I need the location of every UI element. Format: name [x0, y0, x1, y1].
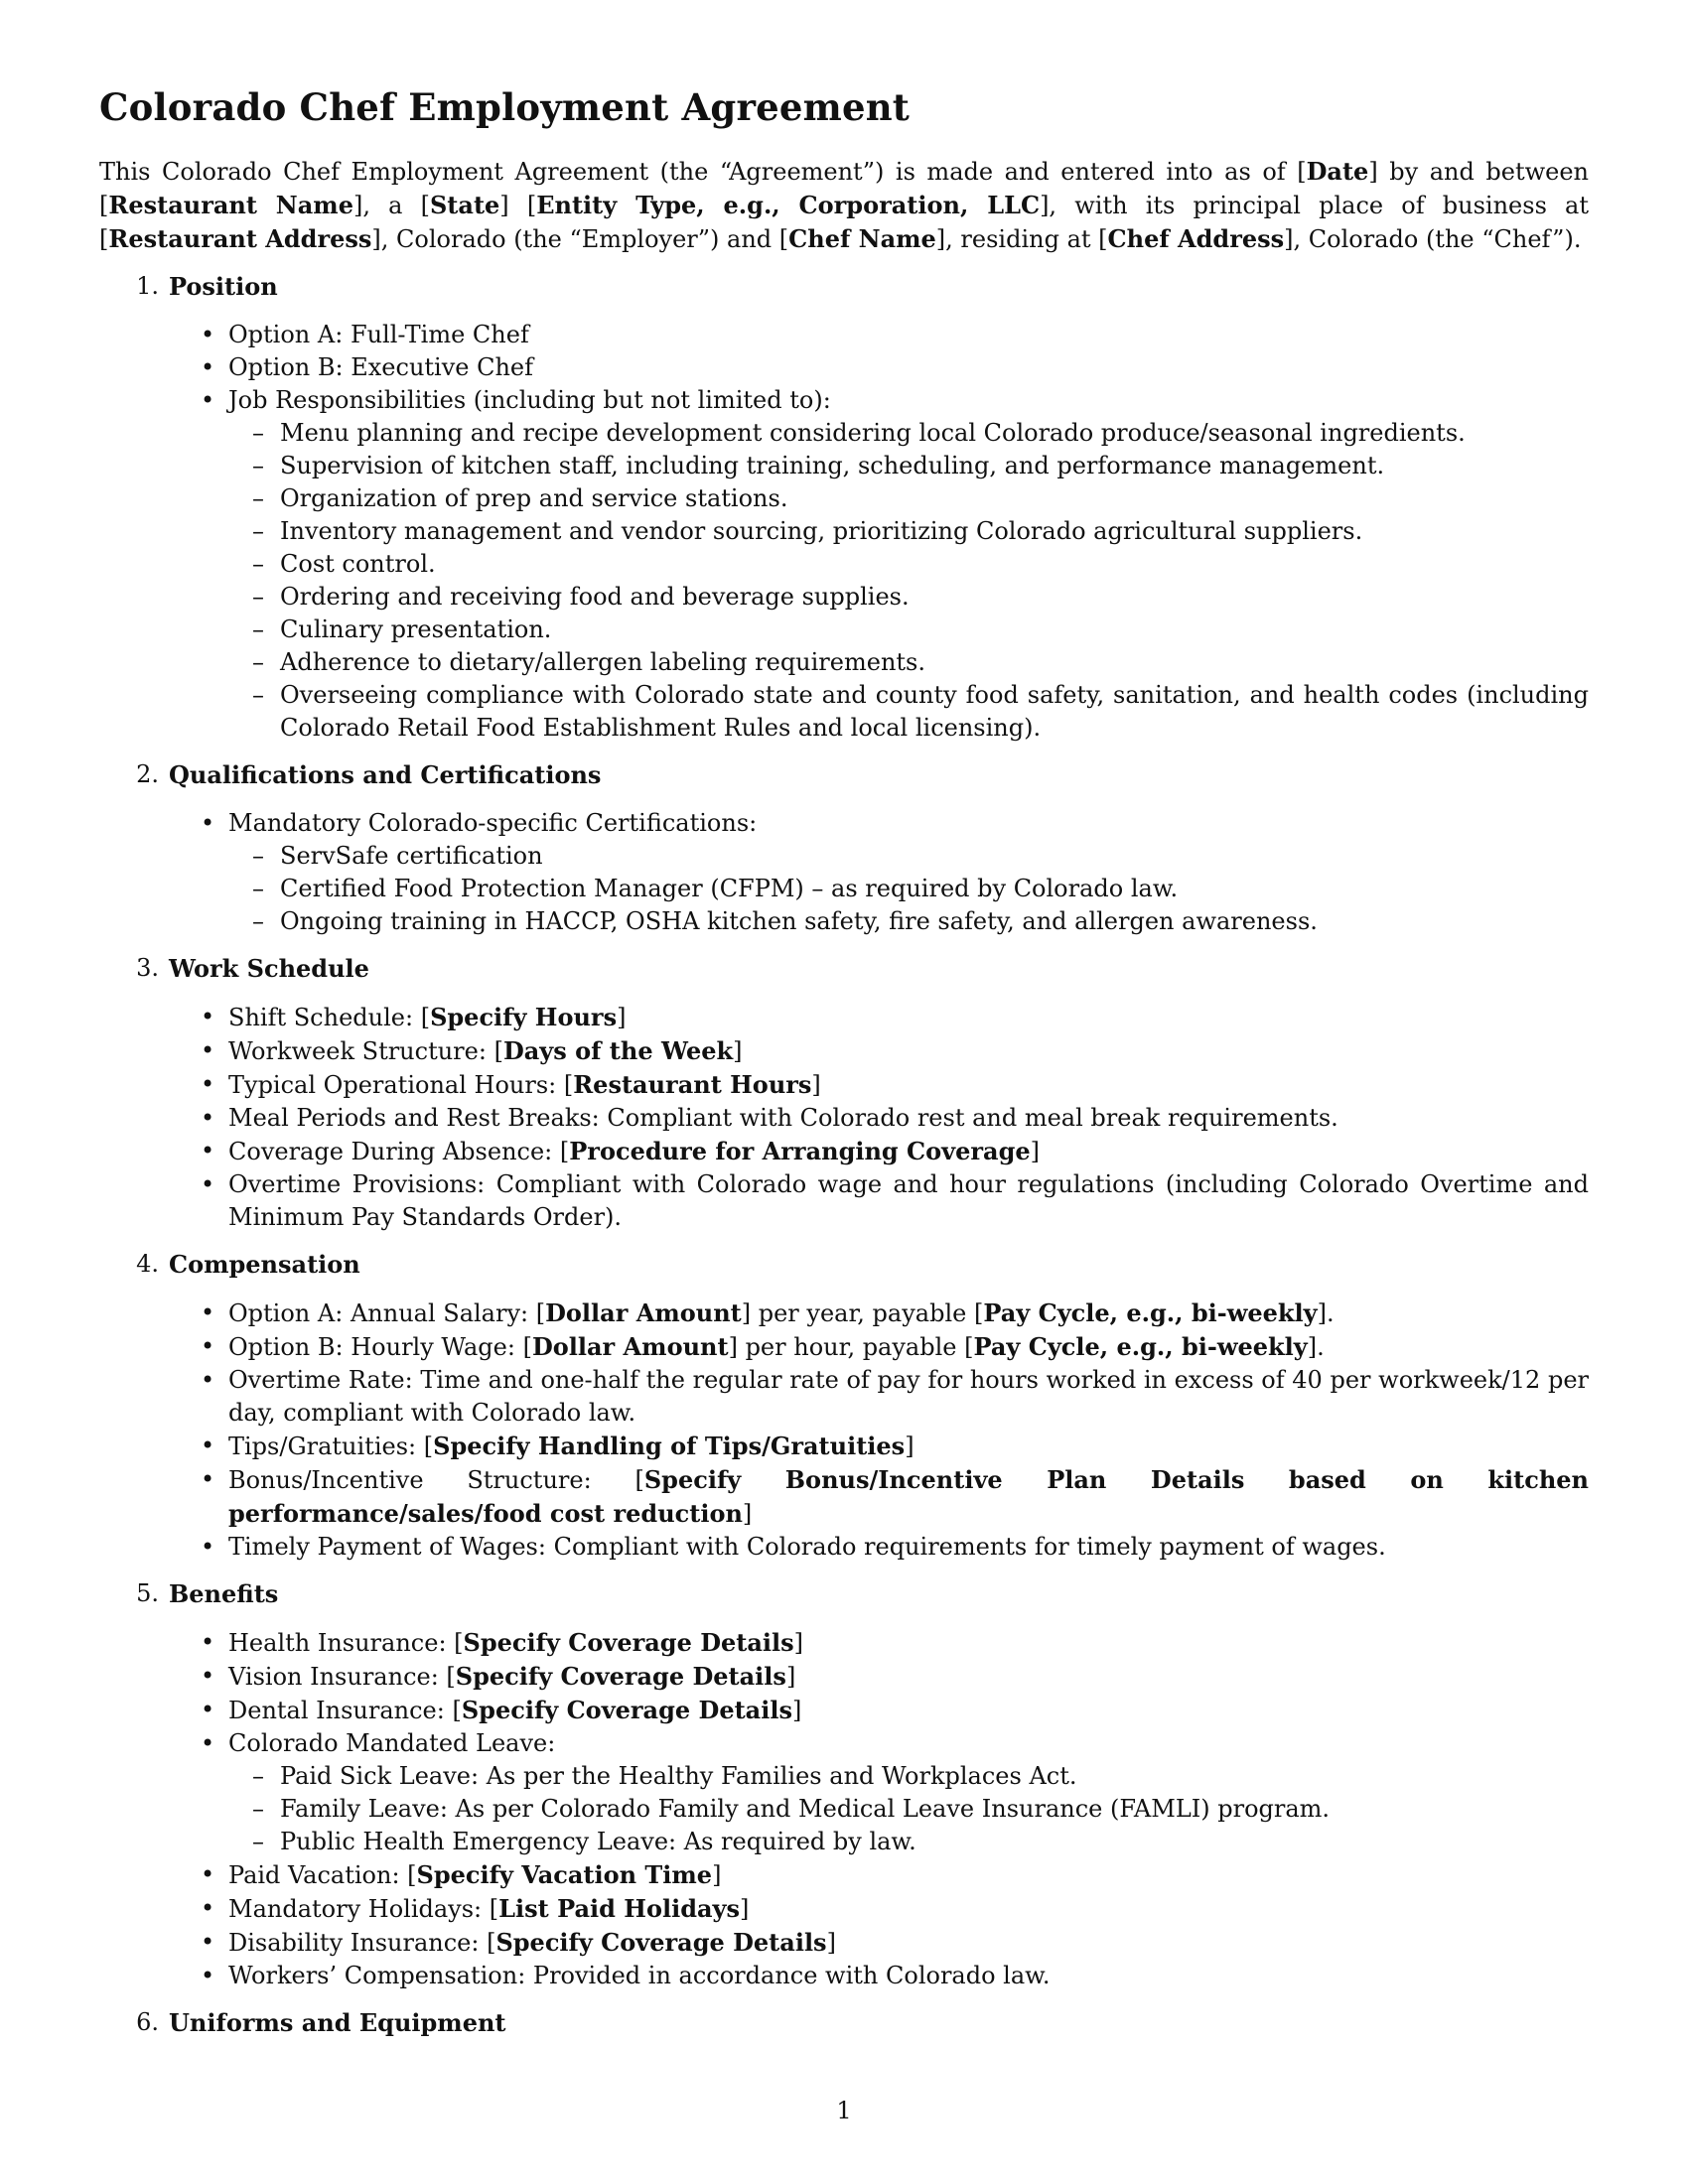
placeholder-field: List Paid Holidays: [498, 1894, 740, 1923]
bullet-icon: •: [201, 1137, 215, 1164]
intro-text: ] by and between [: [99, 158, 1589, 219]
bullet-icon: •: [201, 386, 215, 414]
section-heading: [99, 1248, 1589, 1281]
dash-icon: –: [252, 583, 264, 611]
document-page: [99, 85, 1589, 2055]
item-text: Shift Schedule: [: [228, 1004, 431, 1031]
dash-icon: –: [252, 615, 264, 643]
intro-text: ], with its principal place of business at [: [99, 192, 1590, 253]
section-number: 4.: [136, 1250, 159, 1278]
bullet-icon: •: [201, 1432, 215, 1459]
section-title: Compensation: [169, 1250, 360, 1279]
item-text: Bonus/Incentive Structure: [: [228, 1466, 644, 1494]
item-text: ServSafe certification: [280, 842, 543, 870]
section-heading: [99, 1577, 1589, 1610]
placeholder-field: Dollar Amount: [531, 1332, 729, 1361]
section-work-schedule: [99, 952, 1589, 1234]
sub-list-item: [252, 548, 1589, 581]
bullet-icon: •: [201, 1628, 215, 1656]
bullet-icon: •: [201, 809, 215, 837]
dash-icon: –: [252, 452, 264, 479]
item-text: Vision Insurance: [: [228, 1663, 456, 1691]
list-item: [201, 1626, 1589, 1660]
sub-list-item: [252, 450, 1589, 482]
sub-list-item: [252, 1760, 1589, 1793]
item-text: ]: [826, 1929, 836, 1957]
list-item: [201, 1727, 1589, 1858]
intro-text: ] [: [499, 192, 537, 219]
item-text: Ongoing training in HACCP, OSHA kitchen safety, fire safety, and allergen awareness.: [280, 907, 1318, 935]
bullet-icon: •: [201, 1070, 215, 1098]
placeholder-field: Days of the Week: [502, 1036, 734, 1065]
bullet-icon: •: [201, 1729, 215, 1757]
section-position: [99, 270, 1589, 745]
placeholder-field: Specify Vacation Time: [416, 1860, 713, 1889]
bullet-icon: •: [201, 1962, 215, 1989]
section-heading: [99, 270, 1589, 303]
section-title: Work Schedule: [169, 954, 369, 983]
intro-text: ], Colorado (the “Chef”).: [1284, 225, 1582, 253]
placeholder-field: Specify Coverage Details: [455, 1662, 786, 1691]
bullet-icon: •: [201, 1170, 215, 1198]
sub-list-item: [252, 482, 1589, 515]
list-item: [201, 1531, 1589, 1564]
bullet-icon: •: [201, 1366, 215, 1394]
item-text: ]: [742, 1500, 753, 1528]
section-heading: [99, 952, 1589, 985]
intro-text: ], residing at [: [935, 225, 1108, 253]
item-text: Overseeing compliance with Colorado state and county food safety, sanitation, and health codes (including Colorado Retail Food Establishment Rules and local licensing).: [280, 681, 1589, 742]
intro-text: This Colorado Chef Employment Agreement (the “Agreement”) is made and entered into as of [: [99, 158, 1307, 186]
item-text: Family Leave: As per Colorado Family and Medical Leave Insurance (FAMLI) program.: [280, 1795, 1331, 1823]
section-heading: [99, 2006, 1589, 2039]
list-item: [201, 1034, 1589, 1068]
item-text: ].: [1317, 1299, 1335, 1327]
section-title: Benefits: [169, 1579, 279, 1608]
item-text: Option B: Hourly Wage: [: [228, 1333, 532, 1361]
section-number: 2.: [136, 760, 159, 788]
list-item: [201, 1102, 1589, 1135]
item-text: Option A: Annual Salary: [: [228, 1299, 546, 1327]
item-text: Typical Operational Hours: [: [228, 1071, 574, 1099]
placeholder-field: Specify Coverage Details: [463, 1628, 794, 1657]
item-text: Public Health Emergency Leave: As required by law.: [280, 1828, 916, 1855]
list-item: [201, 1135, 1589, 1168]
section-number: 6.: [136, 2008, 159, 2036]
list-item: [201, 384, 1589, 745]
sub-list-item: [252, 873, 1589, 905]
bullet-icon: •: [201, 1860, 215, 1888]
item-text: Cost control.: [280, 550, 436, 578]
list-item: [201, 807, 1589, 938]
item-text: Ordering and receiving food and beverage supplies.: [280, 583, 910, 611]
list-item: [201, 1463, 1589, 1531]
item-text: Paid Vacation: [: [228, 1861, 417, 1889]
section-number: 3.: [136, 954, 159, 982]
placeholder-restaurant-name: Restaurant Name: [108, 191, 353, 219]
item-text: Option B: Executive Chef: [228, 353, 534, 381]
placeholder-chef-name: Chef Name: [788, 224, 936, 253]
placeholder-field: Specify Coverage Details: [495, 1928, 827, 1957]
list-item: [201, 1068, 1589, 1102]
item-text: Health Insurance: [: [228, 1629, 464, 1657]
item-text: ]: [905, 1433, 914, 1460]
item-text: Supervision of kitchen staff, including training, scheduling, and performance management.: [280, 452, 1385, 479]
list-item: [201, 319, 1589, 351]
sub-list-item: [252, 417, 1589, 450]
placeholder-field: Procedure for Arranging Coverage: [569, 1137, 1031, 1165]
placeholder-chef-address: Chef Address: [1107, 224, 1285, 253]
bullet-icon: •: [201, 1662, 215, 1690]
sub-list-item: [252, 646, 1589, 679]
item-text: ]: [617, 1004, 627, 1031]
placeholder-field: Specify Handling of Tips/Gratuities: [433, 1432, 906, 1460]
bullet-icon: •: [201, 353, 215, 381]
intro-text: ], a [: [352, 192, 430, 219]
item-text: Culinary presentation.: [280, 615, 552, 643]
dash-icon: –: [252, 648, 264, 676]
item-text: Adherence to dietary/allergen labeling requirements.: [280, 648, 925, 676]
item-text: ]: [793, 1629, 804, 1657]
section-title: Position: [169, 272, 278, 301]
placeholder-entity-type: Entity Type, e.g., Corporation, LLC: [536, 191, 1041, 219]
list-item: [201, 1001, 1589, 1034]
bullet-icon: •: [201, 321, 215, 348]
list-item: [201, 1297, 1589, 1330]
list-item: [201, 1660, 1589, 1694]
document-title: Colorado Chef Employment Agreement: [99, 85, 911, 129]
item-text: Dental Insurance: [: [228, 1697, 462, 1724]
item-text: Disability Insurance: [: [228, 1929, 496, 1957]
dash-icon: –: [252, 1762, 264, 1790]
sub-list-item: [252, 581, 1589, 614]
placeholder-field: Specify Bonus/Incentive Plan Details based on kitchen performance/sales/food cost reduction: [228, 1465, 1589, 1528]
list-item: [201, 1168, 1589, 1234]
sub-list-item: [252, 614, 1589, 646]
item-text: ]: [712, 1861, 722, 1889]
item-text: Paid Sick Leave: As per the Healthy Families and Workplaces Act.: [280, 1762, 1077, 1790]
sub-list-item: [252, 679, 1589, 745]
item-text: Coverage During Absence: [: [228, 1138, 570, 1165]
list-item: [201, 1364, 1589, 1430]
list-item: [201, 1330, 1589, 1364]
item-text: Workweek Structure: [: [228, 1037, 503, 1065]
section-qualifications: [99, 758, 1589, 938]
placeholder-date: Date: [1306, 157, 1369, 186]
section-heading: [99, 758, 1589, 791]
sub-list-item: [252, 515, 1589, 548]
list-item: [201, 1960, 1589, 1992]
dash-icon: –: [252, 875, 264, 902]
item-text: ] per hour, payable [: [728, 1333, 974, 1361]
dash-icon: –: [252, 1795, 264, 1823]
dash-icon: –: [252, 550, 264, 578]
item-text: ]: [785, 1663, 796, 1691]
item-text: Menu planning and recipe development considering local Colorado produce/seasonal ingredients.: [280, 419, 1466, 447]
item-text: Mandatory Holidays: [: [228, 1895, 499, 1923]
item-text: ]: [733, 1037, 743, 1065]
item-text: ]: [811, 1071, 821, 1099]
placeholder-field: Pay Cycle, e.g., bi-weekly: [983, 1298, 1318, 1327]
sub-list-item: [252, 1793, 1589, 1826]
bullet-icon: •: [201, 1036, 215, 1064]
item-text: Mandatory Colorado-specific Certifications:: [228, 809, 758, 837]
item-text: Overtime Rate: Time and one-half the regular rate of pay for hours worked in excess of 40 per workweek/12 per day, compliant with Colorado law.: [228, 1366, 1589, 1427]
placeholder-restaurant-address: Restaurant Address: [108, 224, 372, 253]
section-title: Qualifications and Certifications: [169, 760, 602, 789]
section-number: 5.: [136, 1579, 159, 1607]
bullet-icon: •: [201, 1465, 215, 1493]
sub-list-item: [252, 1826, 1589, 1858]
placeholder-field: Dollar Amount: [545, 1298, 742, 1327]
item-text: ] per year, payable [: [741, 1299, 984, 1327]
item-text: Job Responsibilities (including but not limited to):: [228, 386, 831, 414]
item-text: ]: [1030, 1138, 1041, 1165]
intro-text: ], Colorado (the “Employer”) and [: [371, 225, 789, 253]
section-list: [99, 270, 1589, 2039]
bullet-icon: •: [201, 1104, 215, 1132]
bullet-icon: •: [201, 1332, 215, 1360]
sub-list-item: [252, 840, 1589, 873]
dash-icon: –: [252, 907, 264, 935]
dash-icon: –: [252, 484, 264, 512]
bullet-icon: •: [201, 1003, 215, 1030]
placeholder-field: Specify Hours: [430, 1003, 618, 1031]
section-benefits: [99, 1577, 1589, 1992]
dash-icon: –: [252, 517, 264, 545]
section-uniforms: [99, 2006, 1589, 2039]
item-text: Overtime Provisions: Compliant with Colorado wage and hour regulations (including Colorado Overtime and Minimum Pay Standards Order).: [228, 1170, 1589, 1231]
intro-paragraph: [99, 155, 1589, 256]
placeholder-state: State: [429, 191, 500, 219]
list-item: [201, 351, 1589, 384]
placeholder-field: Specify Coverage Details: [461, 1696, 792, 1724]
item-text: ].: [1307, 1333, 1325, 1361]
item-text: Inventory management and vendor sourcing, prioritizing Colorado agricultural suppliers.: [280, 517, 1363, 545]
placeholder-field: Pay Cycle, e.g., bi-weekly: [973, 1332, 1308, 1361]
section-number: 1.: [136, 272, 159, 300]
list-item: [201, 1926, 1589, 1960]
dash-icon: –: [252, 681, 264, 709]
item-text: ]: [791, 1697, 802, 1724]
bullet-icon: •: [201, 1298, 215, 1326]
bullet-icon: •: [201, 1894, 215, 1922]
section-compensation: [99, 1248, 1589, 1564]
item-text: Colorado Mandated Leave:: [228, 1729, 556, 1757]
item-text: Timely Payment of Wages: Compliant with Colorado requirements for timely payment of wages.: [228, 1533, 1386, 1561]
dash-icon: –: [252, 842, 264, 870]
item-text: ]: [739, 1895, 750, 1923]
list-item: [201, 1892, 1589, 1926]
section-title: Uniforms and Equipment: [169, 2008, 506, 2037]
list-item: [201, 1694, 1589, 1727]
bullet-icon: •: [201, 1533, 215, 1561]
dash-icon: –: [252, 1828, 264, 1855]
item-text: Workers’ Compensation: Provided in accordance with Colorado law.: [228, 1962, 1051, 1989]
item-text: Meal Periods and Rest Breaks: Compliant with Colorado rest and meal break requirements.: [228, 1104, 1338, 1132]
list-item: [201, 1858, 1589, 1892]
item-text: Organization of prep and service stations.: [280, 484, 788, 512]
list-item: [201, 1430, 1589, 1463]
dash-icon: –: [252, 419, 264, 447]
bullet-icon: •: [201, 1696, 215, 1723]
sub-list-item: [252, 905, 1589, 938]
page-number: 1: [836, 2097, 852, 2124]
item-text: Tips/Gratuities: [: [228, 1433, 434, 1460]
item-text: Option A: Full-Time Chef: [228, 321, 529, 348]
bullet-icon: •: [201, 1928, 215, 1956]
item-text: Certified Food Protection Manager (CFPM) – as required by Colorado law.: [280, 875, 1179, 902]
placeholder-field: Restaurant Hours: [573, 1070, 812, 1099]
